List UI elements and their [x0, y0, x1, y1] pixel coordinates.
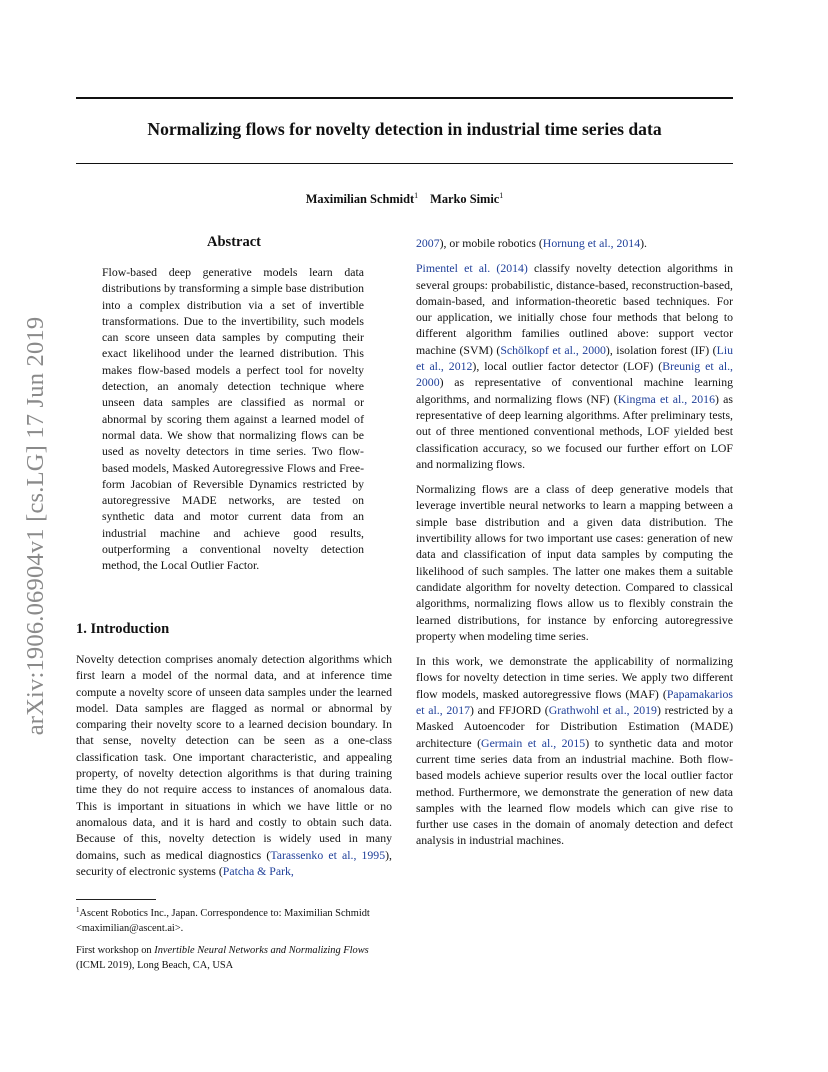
paragraph-text: classify novelty detection algorithms in several groups: probabilistic, distance-based, reconstruction-based, domain-based, and information-theoretic based techniques. For our application, we initially chose four methods that belong to different algorithm families outlined above: support vector machine (SVM) (: [416, 261, 733, 357]
paragraph-text: ) restricted by a Masked Autoencoder for Distribution Estimation (MADE) architecture (: [416, 703, 734, 750]
workshop-note: [76, 944, 392, 973]
paragraph-text: ), local outlier factor detector (LOF) (: [472, 359, 663, 374]
paragraph-text: ) and FFJORD (: [470, 703, 549, 718]
paragraph-text: ).: [640, 236, 647, 250]
citation-link[interactable]: Liu et al., 2012: [416, 342, 733, 374]
author-list: [76, 191, 733, 207]
citation-link[interactable]: Germain et al., 2015: [481, 735, 586, 750]
affiliation-footnote: [76, 903, 392, 936]
normalizing-flows-paragraph: Normalizing flows are a class of deep generative models that leverage invertible neural networks to learn a mapping between a simple base distribution and a given data distribution. The invertibility allows for two important use cases: generation of new data and classification of input data samples by computing the likelihood of such samples. The latter one makes them a suitable candidate algorithm for novelty detection. Compared to classical algorithms, normalizing flows allow us to flexibly constrain the learned distributions, for instance by enforcing autoregressive property when modeling time series.: [416, 482, 733, 643]
title-top-rule: [76, 97, 733, 99]
footnote-rule: [76, 899, 156, 900]
paragraph-text: Novelty detection comprises anomaly detection algorithms which first learn a model of the normal data, and at inference time compute a novelty score of unseen data samples under the learned model. Data samples are flagged as normal or abnormal by comparing their novelty score to a learned decision boundary. In that sense, novelty detection can be seen as a one-class classification task. One important characteristic, and appealing property, of novelty detection algorithms is that during training time they do not require access to instances of anomalous data. This is important in situations in which we have little or no anomalous data, and it is hard and costly to obtain such data. Because of this, novelty detection is widely used in many domains, such as medical diagnostics (: [76, 652, 392, 862]
paper-title: Normalizing flows for novelty detection in industrial time series data: [147, 119, 662, 139]
intro-paragraph: [76, 651, 392, 879]
author-affiliation-mark: 1: [414, 191, 419, 200]
citation-link[interactable]: Pimentel et al. (2014): [416, 261, 528, 276]
author-name: Maximilian Schmidt: [305, 192, 415, 206]
citation-link[interactable]: Hornung et al., 2014: [542, 236, 641, 250]
abstract-text: Flow-based deep generative models learn data distributions by transforming a simple base distribution into a complex distribution via a set of invertible transformations. Due to the invertibility, such models can score unseen data samples by computing their exact likelihood under the learned distribution. This makes flow-based models a perfect tool for novelty detection, an anomaly detection technique where unseen data samples are classified as normal or abnormal by scoring them against a learned model of normal data. We show that normalizing flows can be used as novelty detectors in time series. Two flow-based models, Masked Autoregressive Flows and Free-form Jacobian of Reversible Dynamics restricted by autoregressive MADE networks, are tested on synthetic data and motor current data from an industrial machine and achieve good results, outperforming a conventional novelty detection method, the Local Outlier Factor.: [102, 265, 364, 573]
author-affiliation-mark: 1: [499, 191, 504, 200]
citation-link[interactable]: Tarassenko et al., 1995: [270, 847, 386, 862]
paragraph-text: ), isolation forest (IF) (: [605, 342, 717, 357]
citation-link[interactable]: Papamakarios et al., 2017: [416, 686, 733, 718]
workshop-venue: Invertible Neural Networks and Normalizing Flows: [154, 945, 369, 956]
citation-link[interactable]: Schölkopf et al., 2000: [500, 342, 606, 357]
workshop-prefix: First workshop on: [76, 945, 155, 956]
citation-link[interactable]: Kingma et al., 2016: [617, 391, 715, 406]
paragraph-text: ), or mobile robotics (: [439, 236, 543, 250]
methods-paragraph: [416, 260, 733, 472]
arxiv-sidebar: [21, 291, 51, 761]
paragraph-text: ), security of electronic systems (: [76, 847, 392, 878]
footnote-mark: 1: [76, 906, 80, 914]
paragraph-text: In this work, we demonstrate the applicability of normalizing flows for novelty detection in time series. We apply two different flow models, masked autoregressive flows (MAF) (: [416, 654, 733, 701]
right-column: [416, 235, 733, 858]
contribution-paragraph: [416, 653, 733, 849]
abstract-heading: Abstract: [207, 234, 261, 250]
citation-link[interactable]: Breunig et al., 2000: [416, 359, 734, 390]
citation-link[interactable]: Grathwohl et al., 2019: [548, 703, 657, 718]
section-heading-introduction: 1. Introduction: [76, 621, 170, 637]
paragraph-text: ) as representative of deep learning algorithms. After preliminary tests, out of three mentioned conventional methods, LOF yielded best classification accuracy, so we focused our further effort on LOF and normalizing flows.: [416, 391, 733, 471]
paragraph-text: ) to synthetic data and motor current time series data from an industrial machine. Both flow-based models achieve superior results over the local outlier factor method. Furthermore, we demonstrate the generation of new data samples with the learned flow models which can give rise to further use cases in the domain of anomaly detection and defect analysis in industrial machines.: [416, 735, 733, 848]
paragraph-text: ) as representative of conventional machine learning algorithms, and normalizing flows (NF) (: [416, 375, 733, 406]
author-name: Marko Simic: [430, 192, 500, 206]
title-bottom-rule: [76, 163, 733, 164]
citation-link[interactable]: 2007: [416, 236, 440, 250]
citation-link[interactable]: Patcha & Park,: [222, 863, 294, 878]
workshop-suffix: (ICML 2019), Long Beach, CA, USA: [76, 959, 234, 971]
intro-paragraph-continued: [416, 235, 733, 251]
footnote-text: Ascent Robotics Inc., Japan. Correspondence to: Maximilian Schmidt <maximilian@ascent.ai>.: [76, 908, 370, 934]
arxiv-identifier: arXiv:1906.06904v1 [cs.LG] 17 Jun 2019: [22, 316, 49, 736]
